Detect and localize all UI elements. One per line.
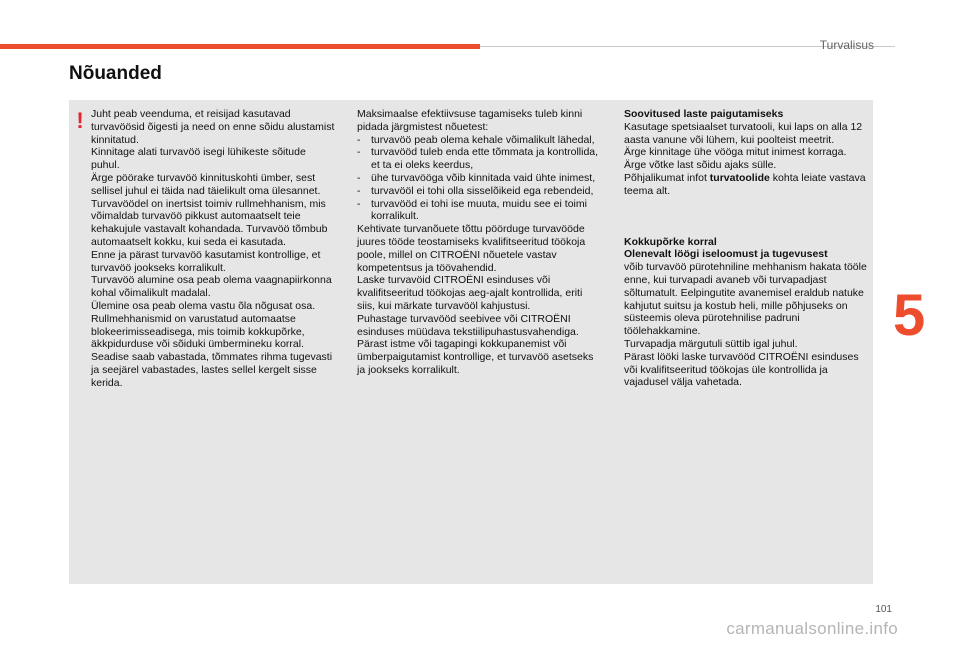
column-3 bbox=[624, 108, 869, 389]
paragraph: Puhastage turvavööd seebivee või CITROËNI esinduses müüdava tekstiilipuhastusvahendiga. bbox=[357, 312, 579, 338]
paragraph: Ülemine osa peab olema vastu õla nõgusat osa. bbox=[91, 299, 316, 312]
paragraph: Pärast istme või tagapingi kokkupanemist või ümberpaigutamist kontrollige, et turvavöö asetseks ja jookseks korralikult. bbox=[357, 338, 594, 376]
list-item-text: ühe turvavööga võib kinnitada vaid ühte inimest, bbox=[371, 171, 596, 184]
page-title: Nõuanded bbox=[69, 63, 162, 84]
info-text-before: Põhjalikumat infot bbox=[624, 171, 710, 184]
paragraph: Turvapadja märgutuli süttib igal juhul. bbox=[624, 337, 798, 350]
chapter-number: 5 bbox=[893, 283, 926, 348]
section-label: Turvalisus bbox=[819, 38, 874, 52]
paragraph: Turvavöödel on inertsist toimiv rullmehhanism, mis võimaldab turvavöö pikkust automaatselt teie kehakujule vastavalt kohandada. Turvavöö tõmbub automaatselt kokku, kui seda ei kasutada. bbox=[91, 197, 328, 248]
info-paragraph bbox=[624, 172, 869, 198]
dash-bullet: - bbox=[357, 133, 361, 146]
watermark: carmanualsonline.info bbox=[726, 619, 898, 638]
paragraph: Turvavöö alumine osa peab olema vaagnapiirkonna kohal võimalikult madalal. bbox=[91, 274, 332, 300]
exclamation-icon: ! bbox=[76, 108, 84, 133]
paragraph: Juht peab veenduma, et reisijad kasutavad turvavöösid õigesti ja need on enne sõidu alustamist kinnitatud. bbox=[91, 108, 335, 146]
list-item-text: turvavööd tuleb enda ette tõmmata ja kontrollida, et ta ei oleks keerdus, bbox=[371, 146, 599, 172]
list-item-text: turvavööd ei tohi ise muuta, muidu see ei toimi korralikult. bbox=[371, 197, 587, 223]
column-2 bbox=[357, 108, 602, 377]
info-text-after: kohta leiate vastava teema alt. bbox=[624, 171, 866, 197]
list-item bbox=[357, 198, 602, 224]
dash-bullet: - bbox=[357, 197, 361, 210]
column-1 bbox=[91, 108, 336, 390]
spacer bbox=[624, 198, 869, 236]
dash-bullet: - bbox=[357, 171, 361, 184]
subheading-impact: Olenevalt löögi iseloomust ja tugevusest bbox=[624, 248, 828, 261]
dash-bullet: - bbox=[357, 184, 361, 197]
header-accent-bar bbox=[0, 44, 480, 49]
page-number: 101 bbox=[875, 604, 892, 615]
paragraph: Kinnitage alati turvavöö isegi lühikeste sõitude puhul. bbox=[91, 146, 306, 172]
paragraph: Ärge võtke last sõidu ajaks sülle. bbox=[624, 159, 777, 172]
paragraph: Pärast lööki laske turvavööd CITROËNI esinduses või kvalifitseeritud töökojas üle kontrollida ja vajadusel välja vahetada. bbox=[624, 350, 859, 389]
paragraph: Enne ja pärast turvavöö kasutamist kontrollige, et turvavöö jookseks korralikult. bbox=[91, 248, 321, 274]
intro-text: Maksimaalse efektiivsuse tagamiseks tuleb kinni pidada järgmistest nõuetest: bbox=[357, 108, 583, 133]
paragraph: Ärge pöörake turvavöö kinnituskohti ümber, sest sellisel juhul ei täida nad täielikult oma ülesannet. bbox=[91, 171, 321, 197]
paragraph: Ärge kinnitage ühe vööga mitut inimest korraga. bbox=[624, 146, 847, 159]
paragraph: Rullmehhanismid on varustatud automaatse blokeerimisseadisega, mis toimib kokkupõrke, äkkpidurduse või sõiduki ümbermineku korral. Seadise saab vabastada, tõmmates rihma tugevasti ja seejärel vabastades, lastes sellel kergelt sisse kerida. bbox=[91, 312, 333, 389]
list-item bbox=[357, 146, 602, 172]
info-text-bold: turvatoolide bbox=[709, 171, 770, 184]
paragraph: Kasutage spetsiaalset turvatooli, kui laps on alla 12 aasta vanune või lühem, kui poolteist meetrit. bbox=[624, 120, 863, 146]
heading-collision: Kokkupõrke korral bbox=[624, 235, 717, 248]
list-item bbox=[357, 185, 602, 198]
list-item-text: turvavööl ei tohi olla sisselõikeid ega rebendeid, bbox=[371, 184, 594, 197]
heading-child-seats: Soovitused laste paigutamiseks bbox=[624, 108, 784, 120]
paragraph: Kehtivate turvanõuete tõttu pöörduge turvavööde juures tööde teostamiseks kvalifitseeritud töökoja poole, millel on CITROËNI nõuetele vastav kompetentsus ja töövahendid. bbox=[357, 223, 586, 274]
list-item-text: turvavöö peab olema kehale võimalikult lähedal, bbox=[371, 133, 595, 146]
list-item bbox=[357, 172, 602, 185]
paragraph: võib turvavöö pürotehniline mehhanism hakata tööle enne, kui turvapadi avaneb või turvapadjast sõltumatult. Eelpingutite avanemisel eraldub natuke kahjutut suitsu ja kostub heli, mille põhjuseks on süsteemis oleva pürotehnilise padruni töölehakkamine. bbox=[624, 261, 867, 338]
paragraph: Laske turvavöid CITROËNI esinduses või kvalifitseeritud töökojas aeg-ajalt kontrollida, eriti siis, kui märkate turvavööl kahjustusi. bbox=[357, 274, 583, 312]
list-item bbox=[357, 134, 602, 147]
dash-bullet: - bbox=[357, 146, 361, 159]
